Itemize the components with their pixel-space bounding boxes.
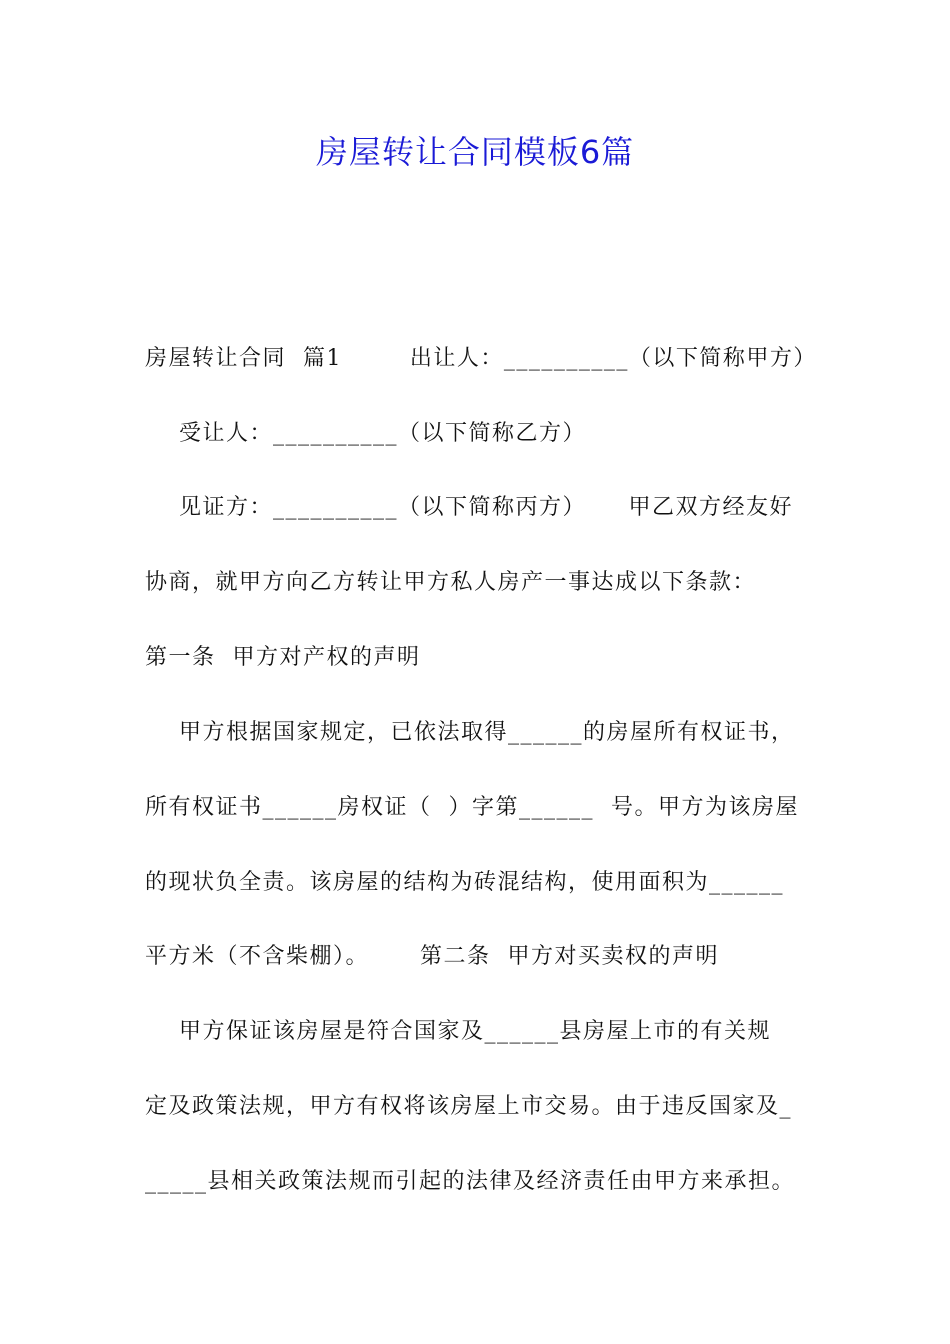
document-title: 房屋转让合同模板6篇 — [315, 133, 635, 171]
body-line-2: 受让人：__________（以下简称乙方） — [145, 421, 586, 446]
body-line-10: 甲方保证该房屋是符合国家及______县房屋上市的有关规 — [145, 1019, 771, 1044]
body-line-4: 协商，就甲方向乙方转让甲方私人房产一事达成以下条款： — [145, 570, 757, 595]
body-line-11: 定及政策法规，甲方有权将该房屋上市交易。由于违反国家及_ — [145, 1094, 793, 1119]
body-line-1: 房屋转让合同 篇1 出让人：__________（以下简称甲方） — [145, 346, 817, 371]
body-line-12: _____县相关政策法规而引起的法律及经济责任由甲方来承担。 — [145, 1169, 796, 1194]
body-line-8: 的现状负全责。该房屋的结构为砖混结构，使用面积为______ — [145, 870, 785, 895]
body-line-5: 第一条 甲方对产权的声明 — [145, 645, 421, 670]
body-line-3: 见证方：__________（以下简称丙方） 甲乙双方经友好 — [145, 495, 793, 520]
body-line-7: 所有权证书______房权证（ ）字第______ 号。甲方为该房屋 — [145, 795, 799, 820]
body-line-6: 甲方根据国家规定，已依法取得______的房屋所有权证书， — [145, 720, 795, 745]
body-line-9: 平方米（不含柴棚）。 第二条 甲方对买卖权的声明 — [145, 944, 719, 969]
